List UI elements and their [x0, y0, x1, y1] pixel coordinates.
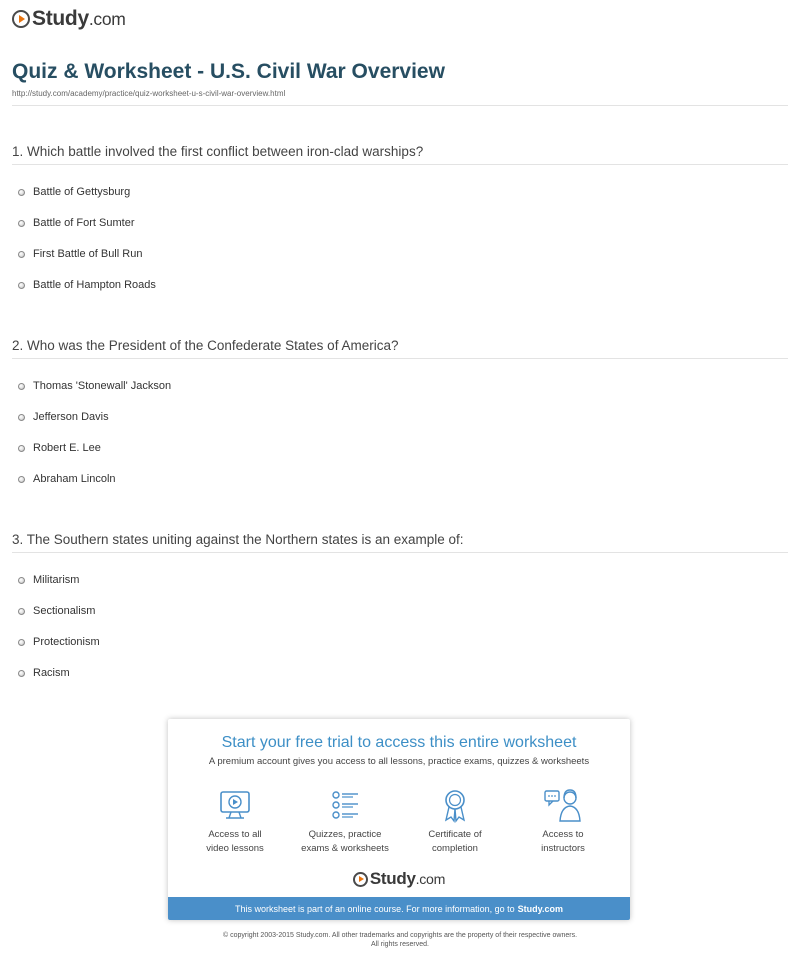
option-label: Thomas 'Stonewall' Jackson [33, 380, 172, 392]
option-label: Battle of Gettysburg [33, 186, 131, 198]
promo-subtitle: A premium account gives you access to all lessons, practice exams, quizzes & worksheets [208, 756, 590, 767]
feature-label: Certificate of completion [428, 829, 482, 854]
radio-button[interactable] [18, 670, 25, 677]
question-3-option-d[interactable] [18, 667, 70, 679]
free-trial-promo [168, 719, 630, 920]
question-3-option-c[interactable] [18, 636, 100, 648]
question-3-option-b[interactable] [18, 605, 95, 617]
play-logo-icon [12, 10, 30, 28]
page-url[interactable]: http://study.com/academy/practice/quiz-worksheet-u-s-civil-war-overview.html [12, 89, 286, 98]
feature-label: Access to all video lessons [206, 829, 264, 854]
option-label: Sectionalism [33, 605, 96, 617]
question-1-option-b[interactable] [18, 217, 134, 229]
option-label: Militarism [33, 574, 80, 586]
divider [12, 105, 788, 106]
option-label: Jefferson Davis [33, 411, 109, 423]
feature-certificate [400, 787, 510, 856]
certificate-icon [437, 787, 473, 823]
radio-button[interactable] [18, 220, 25, 227]
question-1-option-d[interactable] [18, 279, 156, 291]
question-2-option-d[interactable] [18, 473, 116, 485]
radio-button[interactable] [18, 251, 25, 258]
question-3-text: 3. The Southern states uniting against the Northern states is an example of: [12, 532, 464, 547]
logo-text: Study.com [369, 869, 446, 888]
question-1-option-c[interactable] [18, 248, 142, 260]
question-1-option-a[interactable] [18, 186, 130, 198]
option-label: First Battle of Bull Run [33, 248, 143, 260]
radio-button[interactable] [18, 189, 25, 196]
quiz-list-icon [327, 787, 363, 823]
radio-button[interactable] [18, 383, 25, 390]
copyright-line: © copyright 2003-2015 Study.com. All other trademarks and copyrights are the property of their respective owners. [222, 932, 578, 939]
radio-button[interactable] [18, 414, 25, 421]
radio-button[interactable] [18, 608, 25, 615]
feature-instructors [508, 787, 618, 856]
question-1-divider [12, 164, 788, 165]
feature-quizzes [290, 787, 400, 856]
rights-reserved-line: All rights reserved. [371, 941, 429, 948]
option-label: Racism [33, 667, 70, 679]
option-label: Robert E. Lee [33, 442, 101, 454]
radio-button[interactable] [18, 639, 25, 646]
video-lesson-icon [217, 787, 253, 823]
page-title: Quiz & Worksheet - U.S. Civil War Overview [12, 60, 445, 83]
promo-title[interactable]: Start your free trial to access this entire worksheet [221, 734, 577, 751]
question-2-text: 2. Who was the President of the Confederate States of America? [12, 338, 399, 353]
copyright-notice [0, 931, 800, 949]
option-label: Abraham Lincoln [33, 473, 116, 485]
option-label: Protectionism [33, 636, 100, 648]
feature-video-lessons [180, 787, 290, 856]
option-label: Battle of Hampton Roads [33, 279, 156, 291]
feature-label: Access to instructors [541, 829, 585, 854]
study-logo[interactable] [12, 7, 126, 31]
study-link[interactable]: Study.com [517, 903, 563, 914]
instructor-icon [543, 787, 583, 823]
question-2-option-c[interactable] [18, 442, 101, 454]
question-2-divider [12, 358, 788, 359]
promo-study-logo[interactable] [168, 869, 630, 889]
radio-button[interactable] [18, 445, 25, 452]
radio-button[interactable] [18, 476, 25, 483]
play-logo-icon [353, 872, 368, 887]
question-2-option-a[interactable] [18, 380, 171, 392]
promo-bar-text: This worksheet is part of an online course. For more information, go to [235, 903, 515, 914]
question-2-option-b[interactable] [18, 411, 109, 423]
question-1-text: 1. Which battle involved the first conflict between iron-clad warships? [12, 144, 424, 159]
radio-button[interactable] [18, 282, 25, 289]
option-label: Battle of Fort Sumter [33, 217, 135, 229]
logo-text: Study.com [32, 7, 126, 30]
question-3-divider [12, 552, 788, 553]
feature-label: Quizzes, practice exams & worksheets [301, 829, 389, 854]
promo-info-bar [168, 897, 630, 920]
question-3-option-a[interactable] [18, 574, 79, 586]
radio-button[interactable] [18, 577, 25, 584]
